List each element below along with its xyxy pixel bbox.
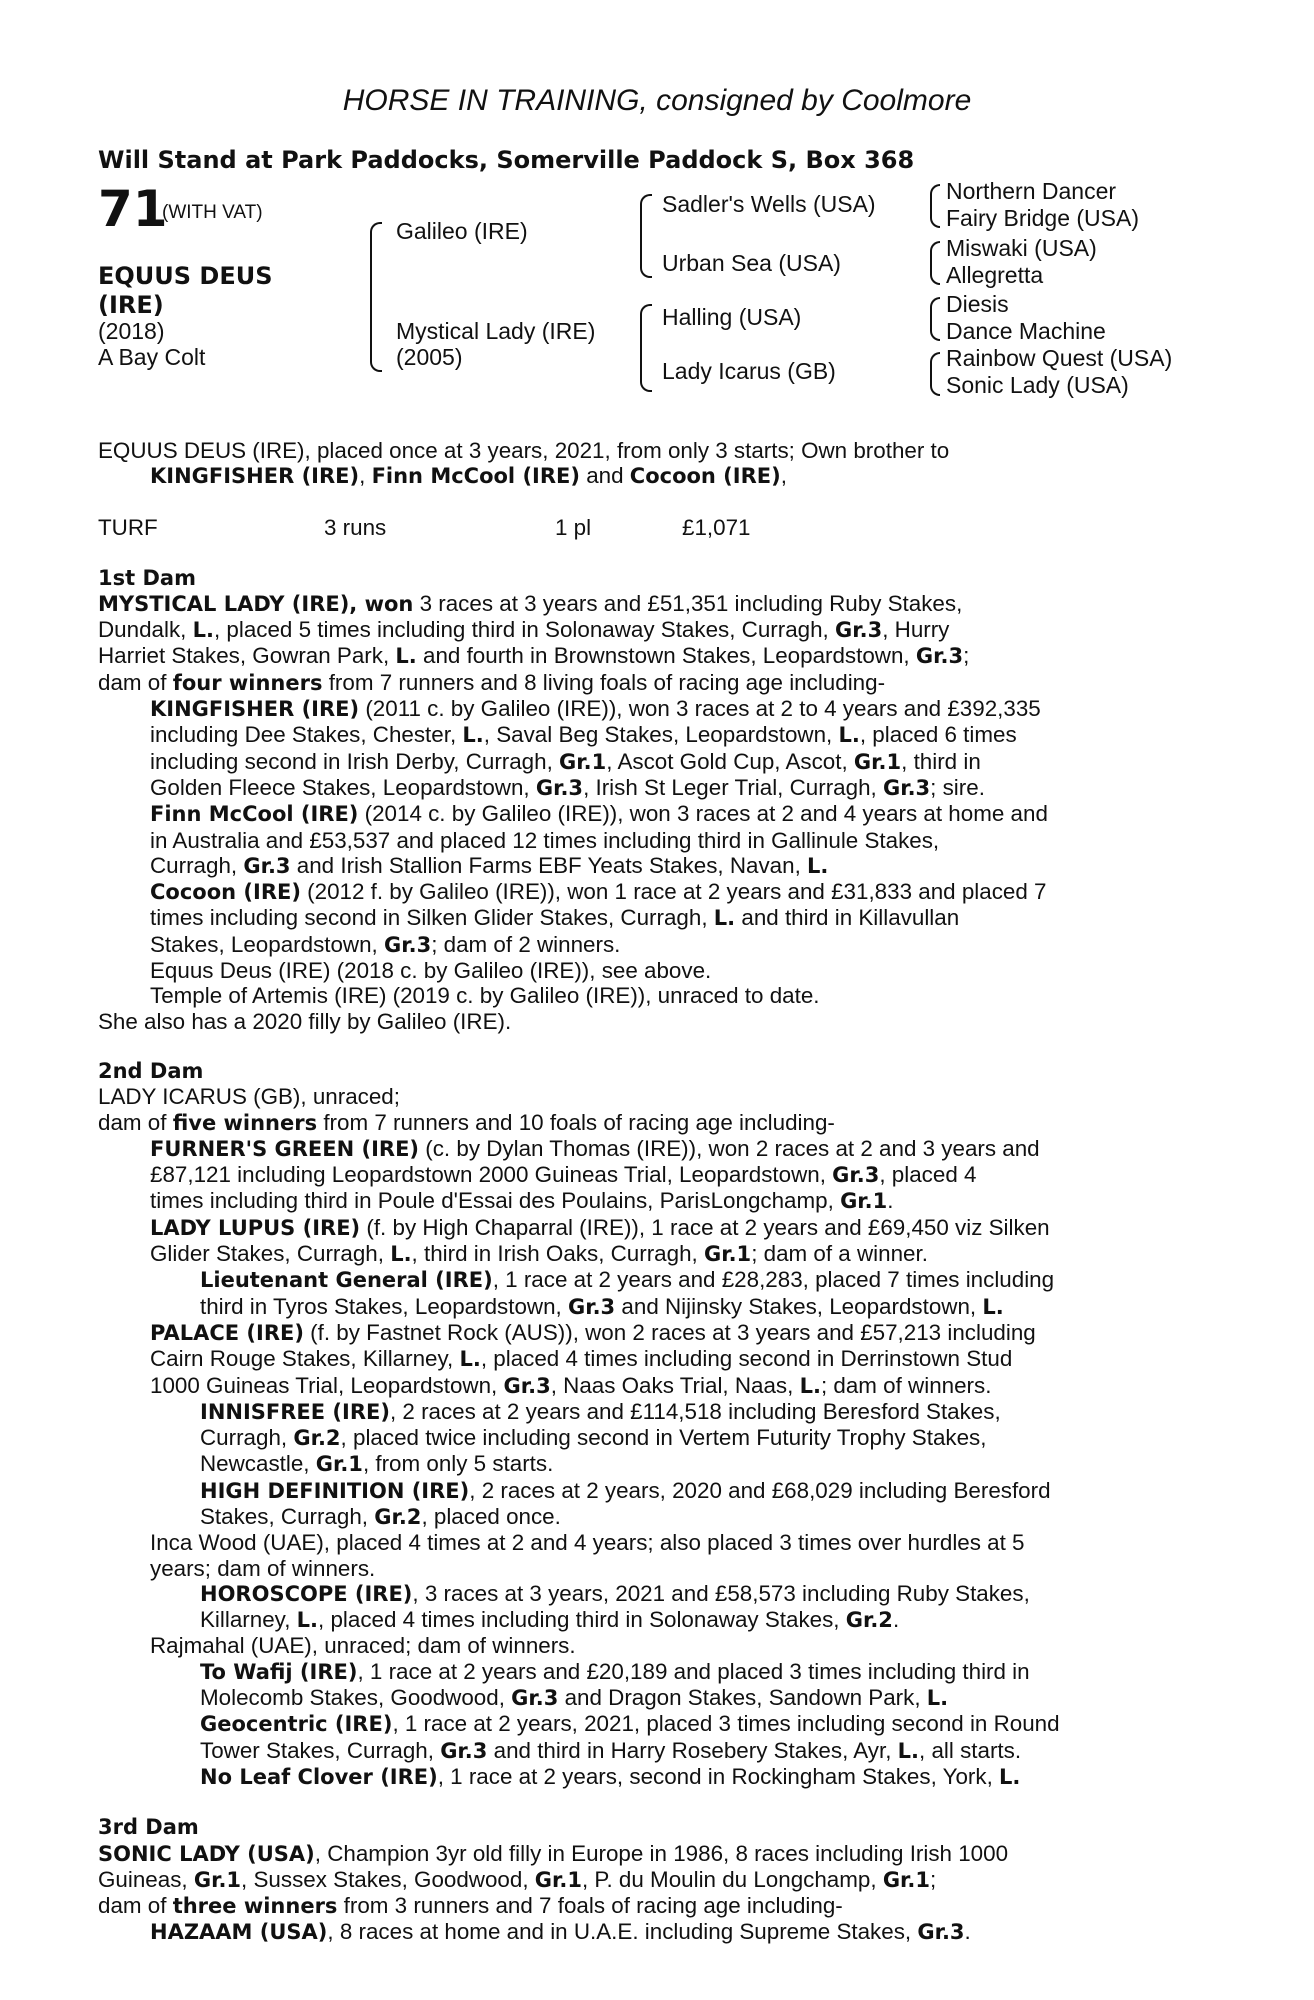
produce-innisfree: INNISFREE (IRE), 2 races at 2 years and £114,518 including Beresford Stakes, Curragh, Gr.2, placed twice including second in Vertem Futurity Trophy Stakes, Newcastle, Gr.1, from only 5 starts. [200, 1398, 1001, 1477]
produce-finn-mccool: Finn McCool (IRE) (2014 c. by Galileo (IRE)), won 3 races at 2 and 4 years at home and in Australia and £53,537 and placed 12 times including third in Gallinule Stakes, Curragh, Gr.3 and Irish Stallion Farms EBF Yeats Stakes, Navan, L. [150, 801, 1048, 878]
dam3-record: SONIC LADY (USA), Champion 3yr old filly in Europe in 1986, 8 races including Irish 1000 Guineas, Gr.1, Sussex Stakes, Goodwood, Gr.1, P. du Moulin du Longchamp, Gr.1; [98, 1840, 1009, 1892]
produce-no-leaf-clover: No Leaf Clover (IRE), 1 race at 2 years, second in Rockingham Stakes, York, L. [200, 1763, 1021, 1789]
intro-siblings: KINGFISHER (IRE), Finn McCool (IRE) and Cocoon (IRE), [150, 463, 787, 489]
vat-note: (WITH VAT) [162, 202, 263, 223]
dam1-record: MYSTICAL LADY (IRE), won 3 races at 3 years and £51,351 including Ruby Stakes, Dundalk, L., placed 5 times including third in Solonaway Stakes, Curragh, Gr.3, Hurry Harriet Stakes, Gowran Park, L. and fourth in Brownstown Stakes, Leopardstown, Gr.3; [98, 590, 970, 669]
dam2-record: LADY ICARUS (GB), unraced; [98, 1084, 400, 1110]
brace-dam [640, 304, 652, 392]
dam3-heading: 3rd Dam [98, 1815, 199, 1840]
turf-runs: 3 runs [324, 514, 387, 540]
page-header: HORSE IN TRAINING, consigned by Coolmore [342, 84, 972, 117]
pedigree-sire: Galileo (IRE) [396, 218, 528, 244]
lot-number: 71 [98, 180, 168, 238]
horse-suffix: (IRE) [98, 291, 164, 319]
pedigree-g4: Allegretta [946, 262, 1044, 288]
produce-lady-lupus: LADY LUPUS (IRE) (f. by High Chaparral (IRE)), 1 race at 2 years and £69,450 viz Silken Glider Stakes, Curragh, L., third in Irish Oaks, Curragh, Gr.1; dam of a winner. [150, 1214, 1050, 1267]
turf-earnings: £1,071 [682, 514, 751, 540]
horse-description: A Bay Colt [98, 344, 206, 370]
horse-year: (2018) [98, 318, 165, 344]
produce-palace: PALACE (IRE) (f. by Fastnet Rock (AUS)), won 2 races at 3 years and £57,213 including Cairn Rouge Stakes, Killarney, L., placed 4 times including second in Derrinstown Stud 1000 Guineas Trial, Leopardstown, Gr.3, Naas Oaks Trial, Naas, L.; dam of winners. [150, 1319, 1036, 1398]
produce-equus-deus: Equus Deus (IRE) (2018 c. by Galileo (IRE)), see above. [150, 958, 712, 984]
pedigree-dam: Mystical Lady (IRE) [396, 318, 596, 344]
produce-lieutenant-general: Lieutenant General (IRE), 1 race at 2 years and £28,283, placed 7 times including third in Tyros Stakes, Leopardstown, Gr.3 and Nijinsky Stakes, Leopardstown, L. [200, 1267, 1055, 1319]
produce-inca-wood: Inca Wood (UAE), placed 4 times at 2 and 4 years; also placed 3 times over hurdles at 5 years; dam of winners. [150, 1530, 1025, 1581]
pedigree-g5: Diesis [946, 291, 1009, 317]
produce-temple-of-artemis: Temple of Artemis (IRE) (2019 c. by Galileo (IRE)), unraced to date. [150, 983, 820, 1009]
turf-placed: 1 pl [555, 514, 592, 540]
produce-cocoon: Cocoon (IRE) (2012 f. by Galileo (IRE)), won 1 race at 2 years and £31,833 and placed 7 times including second in Silken Glider Stakes, Curragh, L. and third in Killavullan Stakes, Leopardstown, Gr.3; dam of 2 winners. [150, 879, 1047, 957]
brace-main [370, 222, 382, 372]
dam3-produce-summary: dam of three winners from 3 runners and 7 foals of racing age including- [98, 1893, 843, 1919]
pedigree-g8: Sonic Lady (USA) [946, 372, 1129, 398]
pedigree-g6: Dance Machine [946, 318, 1106, 344]
produce-hazaam: HAZAAM (USA), 8 races at home and in U.A.E. including Supreme Stakes, Gr.3. [150, 1919, 971, 1945]
produce-to-wafij: To Wafij (IRE), 1 race at 2 years and £20,189 and placed 3 times including third in Molecomb Stakes, Goodwood, Gr.3 and Dragon Stakes, Sandown Park, L. [200, 1658, 1030, 1711]
brace-sire [640, 194, 652, 278]
brace-g4 [930, 352, 940, 396]
pedigree-g7: Rainbow Quest (USA) [946, 345, 1173, 371]
dam1-produce-summary: dam of four winners from 7 runners and 8 living foals of racing age including- [98, 669, 886, 695]
produce-horoscope: HOROSCOPE (IRE), 3 races at 3 years, 2021 and £58,573 including Ruby Stakes, Killarney, L., placed 4 times including third in Solonaway Stakes, Gr.2. [200, 1580, 1030, 1633]
dam2-heading: 2nd Dam [98, 1058, 204, 1083]
dam1-also-has: She also has a 2020 filly by Galileo (IRE). [98, 1008, 512, 1034]
produce-kingfisher: KINGFISHER (IRE) (2011 c. by Galileo (IRE)), won 3 races at 2 to 4 years and £392,335 including Dee Stakes, Chester, L., Saval Beg Stakes, Leopardstown, L., placed 6 times including second in Irish Derby, Curragh, Gr.1, Ascot Gold Cup, Ascot, Gr.1, third in Golden Fleece Stakes, Leopardstown, Gr.3, Irish St Leger Trial, Curragh, Gr.3; sire. [150, 696, 1041, 800]
brace-g2 [930, 241, 940, 285]
pedigree-g2: Fairy Bridge (USA) [946, 205, 1139, 231]
dam1-heading: 1st Dam [98, 565, 196, 590]
stand-location: Will Stand at Park Paddocks, Somerville Paddock S, Box 368 [98, 146, 915, 174]
turf-label: TURF [98, 514, 158, 540]
pedigree-sire-sire: Sadler's Wells (USA) [662, 191, 876, 217]
pedigree-g1: Northern Dancer [946, 178, 1117, 204]
catalogue-text [98, 438, 1205, 1946]
produce-rajmahal: Rajmahal (UAE), unraced; dam of winners. [150, 1633, 576, 1659]
horse-name: EQUUS DEUS [98, 262, 273, 290]
pedigree-dam-dam: Lady Icarus (GB) [662, 358, 836, 384]
produce-furners-green: FURNER'S GREEN (IRE) (c. by Dylan Thomas (IRE)), won 2 races at 2 and 3 years and £87,121 including Leopardstown 2000 Guineas Trial, Leopardstown, Gr.3, placed 4 times including third in Poule d'Essai des Poulains, ParisLongchamp, Gr.1. [150, 1135, 1040, 1214]
horse-name-block [98, 262, 273, 320]
intro-line: EQUUS DEUS (IRE), placed once at 3 years, 2021, from only 3 starts; Own brother to [98, 438, 950, 463]
pedigree-sire-dam: Urban Sea (USA) [662, 250, 841, 276]
dam2-produce-summary: dam of five winners from 7 runners and 10 foals of racing age including- [98, 1109, 835, 1135]
pedigree-dam-sire: Halling (USA) [662, 304, 802, 330]
pedigree-dam-year: (2005) [396, 344, 463, 370]
produce-geocentric: Geocentric (IRE), 1 race at 2 years, 2021, placed 3 times including second in Round Tower Stakes, Curragh, Gr.3 and third in Harry Rosebery Stakes, Ayr, L., all starts. [200, 1711, 1060, 1763]
produce-high-definition: HIGH DEFINITION (IRE), 2 races at 2 years, 2020 and £68,029 including Beresford Stakes, Curragh, Gr.2, placed once. [200, 1477, 1051, 1529]
pedigree-g3: Miswaki (USA) [946, 235, 1097, 261]
turf-record [98, 515, 1205, 541]
brace-g3 [930, 297, 940, 341]
brace-g1 [930, 184, 940, 228]
